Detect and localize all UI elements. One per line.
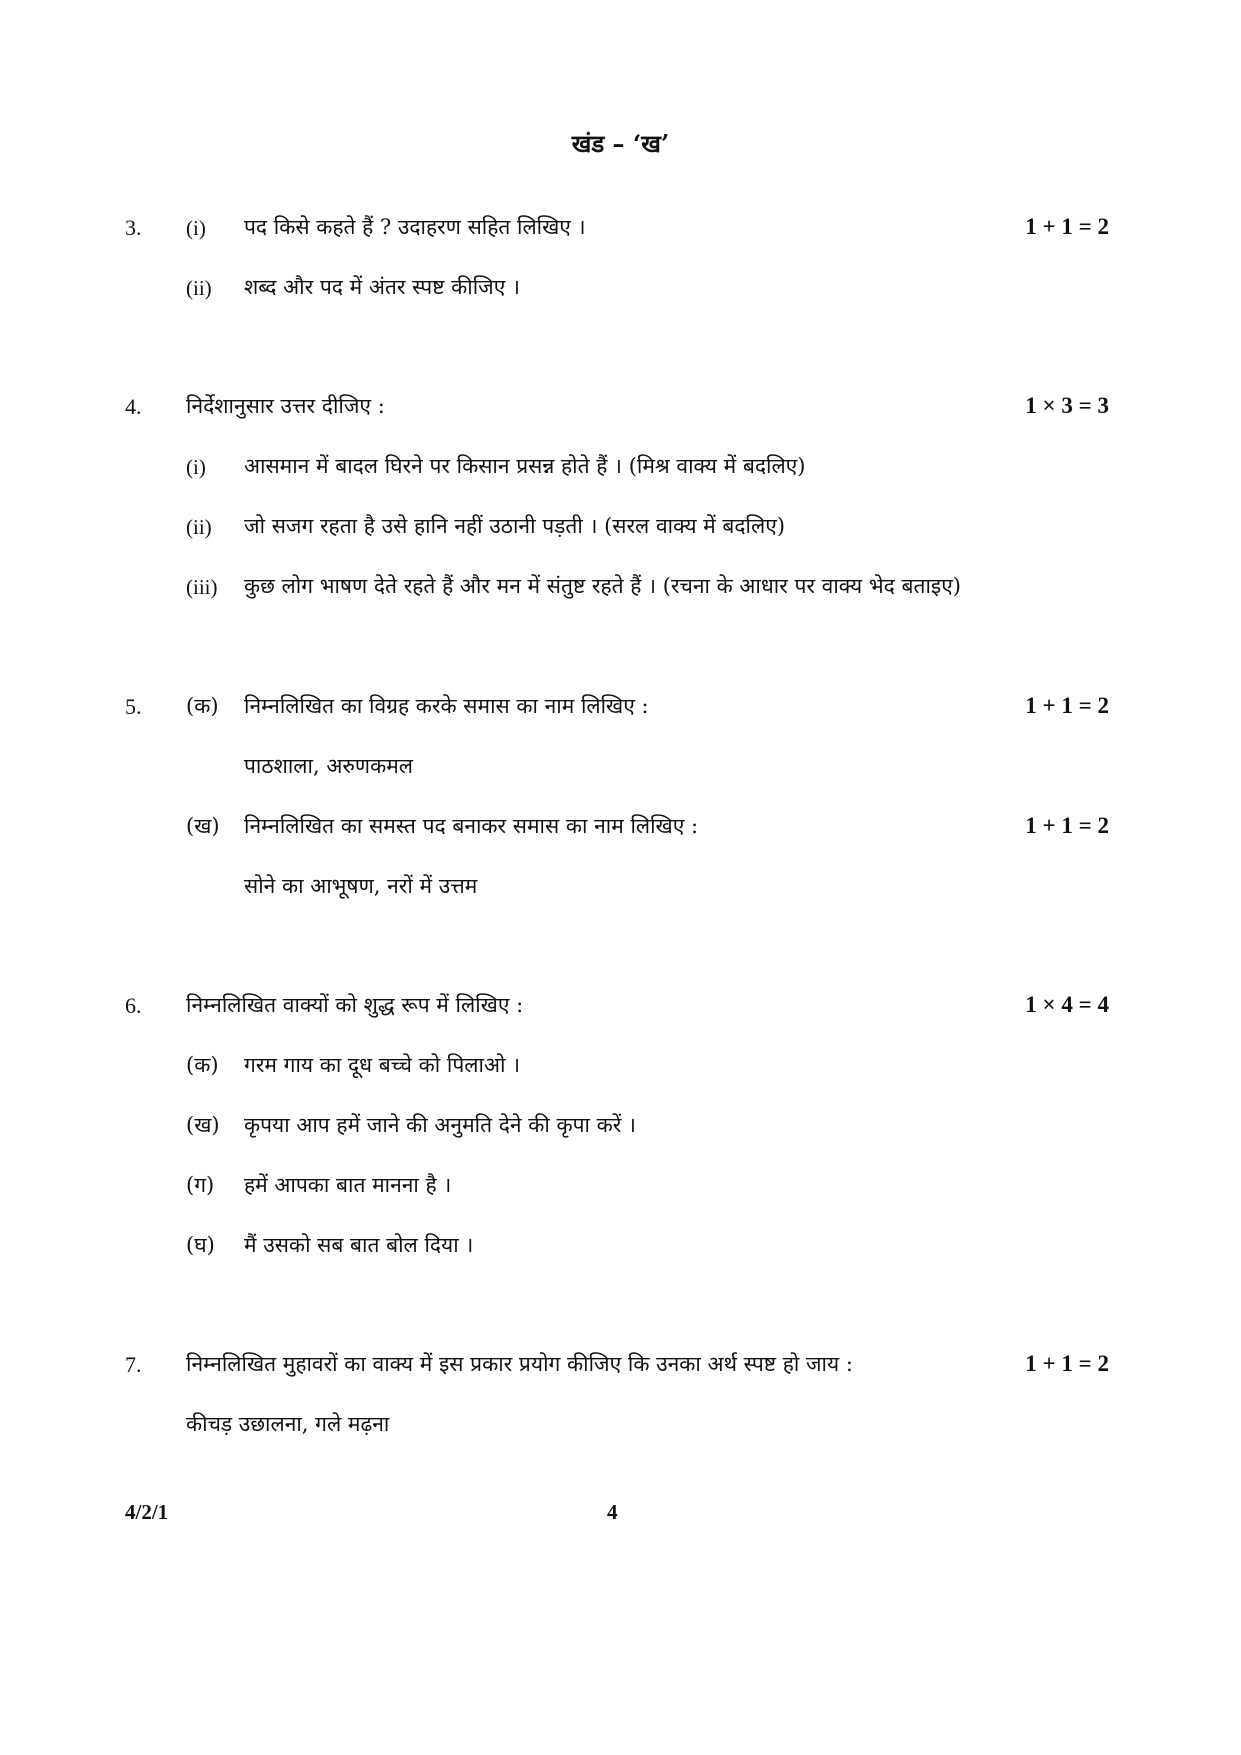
question-number: 5. [125,694,142,719]
part-label: (ख) [186,1113,220,1137]
part-text: कुछ लोग भाषण देते रहते हैं और मन में संतुष्ट रहते हैं । (रचना के आधार पर वाक्य भेद बताइए) [244,574,961,598]
marks: 1 + 1 = 2 [1025,214,1109,239]
section-title: खंड – ‘ख’ [571,129,670,158]
part-label: (ख) [186,814,220,838]
marks: 1 + 1 = 2 [1025,813,1109,838]
part-text: शब्द और पद में अंतर स्पष्ट कीजिए । [244,275,520,299]
part-text: गरम गाय का दूध बच्चे को पिलाओ । [244,1053,521,1077]
question-number: 6. [125,993,142,1018]
part-text: हमें आपका बात मानना है । [244,1173,452,1197]
marks: 1 + 1 = 2 [1025,693,1109,718]
marks: 1 + 1 = 2 [1025,1351,1109,1376]
question-text: निम्नलिखित मुहावरों का वाक्य में इस प्रकार प्रयोग कीजिए कि उनका अर्थ स्पष्ट हो जाय : [186,1352,853,1376]
marks: 1 × 4 = 4 [1025,992,1109,1017]
part-label: (i) [186,216,206,240]
question-sub-text: कीचड़ उछालना, गले मढ़ना [186,1412,390,1436]
part-label: (क) [186,694,219,718]
question-text: निर्देशानुसार उत्तर दीजिए : [186,394,385,418]
part-label: (क) [186,1053,219,1077]
part-text: जो सजग रहता है उसे हानि नहीं उठानी पड़ती । (सरल वाक्य में बदलिए) [244,514,786,538]
part-label: (ii) [186,515,212,539]
question-text: निम्नलिखित वाक्यों को शुद्ध रूप में लिखिए : [186,993,524,1017]
part-text: कृपया आप हमें जाने की अनुमति देने की कृपा करें । [244,1113,636,1137]
marks: 1 × 3 = 3 [1025,393,1109,418]
part-label: (घ) [186,1233,215,1257]
part-label: (i) [186,455,206,479]
part-label: (iii) [186,575,218,599]
part-text: पद किसे कहते हैं ? उदाहरण सहित लिखिए । [244,215,586,239]
page-number: 4 [607,1500,618,1524]
part-sub-text: पाठशाला, अरुणकमल [244,754,414,778]
part-text: निम्नलिखित का विग्रह करके समास का नाम लिखिए : [244,694,649,718]
question-number: 4. [125,394,142,419]
question-number: 3. [125,215,142,240]
part-text: मैं उसको सब बात बोल दिया । [244,1233,474,1257]
question-number: 7. [125,1352,142,1377]
part-text: आसमान में बादल घिरने पर किसान प्रसन्न होते हैं । (मिश्र वाक्य में बदलिए) [244,454,806,478]
part-sub-text: सोने का आभूषण, नरों में उत्तम [244,874,478,898]
paper-code: 4/2/1 [125,1500,169,1524]
part-label: (ग) [186,1173,215,1197]
part-text: निम्नलिखित का समस्त पद बनाकर समास का नाम लिखिए : [244,814,699,838]
part-label: (ii) [186,276,212,300]
